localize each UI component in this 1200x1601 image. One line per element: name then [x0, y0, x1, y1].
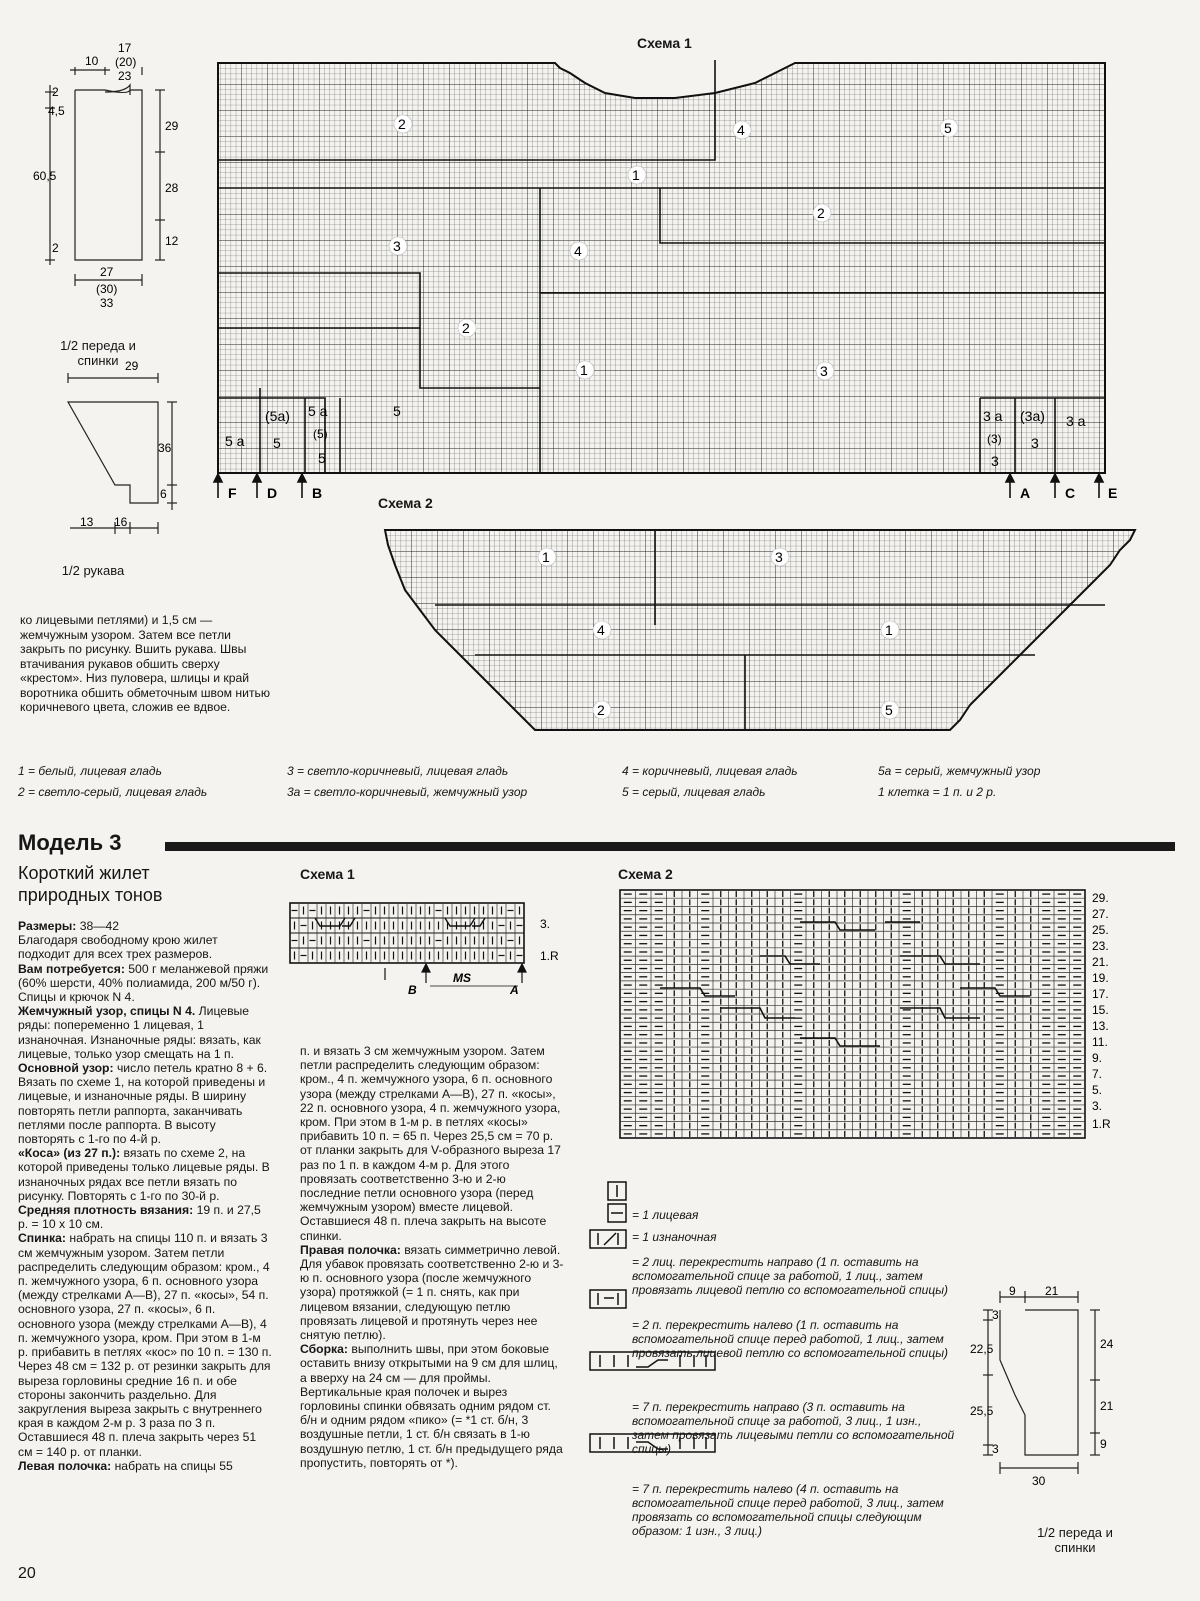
m3-row-13: 13.	[1092, 1019, 1109, 1033]
chart1-arrow-C: C	[1065, 485, 1076, 501]
chart1-region-19: 3 а	[1066, 413, 1086, 429]
m3-row-11: 11.	[1092, 1035, 1108, 1049]
m3-chart2-grid	[620, 888, 1185, 1150]
col1-head-0: Размеры:	[18, 919, 77, 933]
vest-dim-0: 9	[1009, 1284, 1016, 1298]
cross-right-2-icon	[590, 1230, 626, 1248]
col2-para-2	[300, 1342, 564, 1470]
chart1-region-20: (3)	[987, 432, 1002, 446]
legend-1-3: 4 = коричневый, лицевая гладь	[622, 764, 798, 778]
col1-para-3	[18, 1004, 272, 1061]
vest-schematic	[970, 1285, 1175, 1515]
m3-row-23: 23.	[1092, 939, 1109, 953]
legend-1-4: 5а = серый, жемчужный узор	[878, 764, 1041, 778]
front-caption: 1/2 переда и спинки	[60, 338, 136, 368]
col1-para-0	[18, 919, 272, 933]
col1-para-2	[18, 962, 272, 1005]
m3-chart1-arrow-B: B	[408, 983, 417, 997]
chart1-region-3: 1	[632, 167, 640, 183]
col2-text-0: п. и вязать 3 см жемчужным узором. Затем петли распределить следующим образом: кром., 4 п. жемчужного узора, 6 п. основного узора (между стрелками А—В), 27 п. «косы», 22 п. основного узора, 4 п. жемчужного узора, кром. При этом в 1-м р. в петлях «косы» прибавить 10 п. = 65 п. Через 25,5 см = 70 р. от планки закрыть для V-образного выреза 17 раз по 1 п. в каждом 4-м р. Для этого провязать соответственно 3-ю и 2-ю последние петли основного узора (перед жемчужным узором) вместе лицевой. Оставшиеся 48 п. плеча закрыть на высоте спинки.	[300, 1044, 561, 1243]
legend-2-2: 3а = светло-коричневый, жемчужный узор	[287, 785, 528, 799]
m3-chart1-arrow-MS: MS	[453, 971, 471, 985]
instructions-col2	[300, 1044, 564, 1470]
col1-head-2: Вам потребуется:	[18, 961, 125, 976]
subtitle-line-2: природных тонов	[18, 885, 163, 905]
chart2-region-3: 1	[885, 622, 893, 638]
symbol-text-5: = 7 п. перекрестить налево (4 п. оставить на вспомогательной спице перед работой, 3 лиц., затем провязать со вспомогательной спицы следующим образом: 1 изн., 3 лиц.)	[632, 1482, 944, 1538]
col2-head-1: Правая полочка:	[300, 1242, 401, 1257]
chart1-region-2: 5	[944, 120, 952, 136]
legend-1-1: 1 = белый, лицевая гладь	[18, 764, 162, 778]
col2-para-0	[300, 1044, 564, 1243]
sleeve-dim-3: 13	[80, 515, 94, 529]
col1-para-6	[18, 1203, 272, 1231]
m3-row-19: 19.	[1092, 971, 1109, 985]
col1-text-7: набрать на спицы 110 п. и вязать 3 см жемчужным узором. Затем петли распределить следующим образом: кром., 4 п. жемчужного узора, 6 п. основного узора (между стрелками А—В), 27 п. «косы», 54 п. основного узора, 27 п. «косы», 6 п. основного узора (между стрелками А—В), 4 п. жемчужного узора, кром. При этом в 1-м р. прибавить в петлях «кос» по 10 п. = 130 п. Через 48 см = 132 р. от резинки закрыть для выреза горловины средние 16 п. и обе стороны закончить раздельно. Для закругления выреза закрыть с внутреннего края в каждом 2-м р. 3 раза по 3 п. Оставшиеся 48 п. плеча закрыть через 51 см = 140 р. от планки.	[18, 1231, 272, 1459]
chart1-region-11: (5а)	[265, 408, 290, 424]
col1-text-3: Лицевые ряды: попеременно 1 лицевая, 1 изнаночная. Изнаночные ряды: вязать, как лицевые, только узор смещать на 1 п.	[18, 1004, 261, 1061]
vest-dim-1: 21	[1045, 1284, 1059, 1298]
sleeve-schematic	[40, 359, 190, 550]
col1-head-4: Основной узор:	[18, 1061, 114, 1076]
sleeve-dim-1: 36	[158, 441, 172, 455]
front-dim-6: 29	[165, 119, 179, 133]
m3-row-27: 27.	[1092, 907, 1109, 921]
front-dim-2: (20)	[115, 55, 137, 69]
symbol-text-3: = 2 п. перекрестить налево (1 п. оставить на вспомогательной спице перед работой, 1 лиц., затем провязать лицевой петлю со вспомогательной спицы)	[632, 1318, 949, 1360]
col1-text-8: набрать на спицы 55	[111, 1458, 233, 1473]
col1-text-6: 19 п. и 27,5 р. = 10 х 10 см.	[18, 1203, 261, 1232]
chart1-region-5: 3	[393, 238, 401, 254]
front-dim-4: 2	[52, 85, 59, 99]
symbol-text-4: = 7 п. перекрестить направо (3 п. оставить на вспомогательной спице за работой, 3 лиц., 1 изн., затем провязать лицевыми петли со вспомогательной спицы)	[632, 1400, 955, 1456]
m3-row-15: 15.	[1092, 1003, 1109, 1017]
vest-dim-7: 9	[1100, 1437, 1107, 1451]
sleeve-caption: 1/2 рукава	[61, 563, 125, 578]
chart1-region-9: 3	[820, 363, 828, 379]
chart2-region-4: 2	[597, 702, 605, 718]
legend-2-3: 5 = серый, лицевая гладь	[622, 785, 766, 799]
front-dim-7: 60,5	[33, 169, 57, 183]
chart1-region-12: 5 а	[308, 403, 328, 419]
col2-head-2: Сборка:	[300, 1342, 348, 1357]
chart1-arrow-E: E	[1108, 485, 1118, 501]
front-dim-8: 28	[165, 181, 179, 195]
chart2-region-1: 3	[775, 549, 783, 565]
legend-1-2: 3 = светло-коричневый, лицевая гладь	[287, 764, 509, 778]
m3-row-7: 7.	[1092, 1067, 1103, 1081]
page-number: 20	[18, 1565, 36, 1582]
m3-row-5: 5.	[1092, 1083, 1103, 1097]
chart1-region-1: 4	[737, 122, 745, 138]
symbol-text-1: = 1 изнаночная	[632, 1230, 717, 1244]
front-dim-0: 10	[85, 54, 99, 68]
col1-para-4	[18, 1061, 272, 1146]
symbol-text-0: = 1 лицевая	[632, 1208, 699, 1222]
heading-rule	[165, 842, 1175, 851]
chart1-region-4: 2	[817, 205, 825, 221]
chart1-grid	[215, 58, 1135, 508]
model-heading: Модель 3	[18, 830, 122, 855]
m3-chart1-row-3: 3.	[540, 917, 551, 931]
m3-row-21: 21.	[1092, 955, 1109, 969]
col1-head-7: Спинка:	[18, 1231, 66, 1246]
symbol-text-2: = 2 лиц. перекрестить направо (1 п. оставить на вспомогательной спице за работой, 1 лиц., затем провязать лицевой петлю со вспомогательной спицы)	[632, 1255, 949, 1297]
col1-head-3: Жемчужный узор, спицы N 4.	[18, 1004, 196, 1019]
col1-text-0: 38—42	[76, 919, 120, 933]
col1-head-6: Средняя плотность вязания:	[18, 1203, 194, 1218]
m3-row-1R: 1.R	[1092, 1117, 1111, 1131]
chart1-arrow-F: F	[228, 485, 237, 501]
m3-row-25: 25.	[1092, 923, 1109, 937]
sleeve-schematic-drawing	[40, 359, 190, 550]
front-dim-9: 2	[52, 241, 59, 255]
col2-text-2: выполнить швы, при этом боковые оставить внизу открытыми на 9 см для шлиц, а вверху на 24 см — для проймы. Вертикальные края полочек и вырез горловины спинки обвязать одним рядом ст. б/н и одним рядом «пико» (= *1 ст. б/н, 3 воздушные петли, 1 ст. б/н связать в 1-ю воздушную петлю, 1 ст. б/н предыдущего ряда пропустить, повторять от *).	[300, 1342, 563, 1470]
chart1-region-8: 1	[580, 362, 588, 378]
chart2-region-5: 5	[885, 702, 893, 718]
chart1-region-17: 3 а	[983, 408, 1003, 424]
col1-head-8: Левая полочка:	[18, 1458, 112, 1473]
chart1-region-6: 4	[574, 243, 582, 259]
sleeve-dim-4: 16	[114, 515, 128, 529]
vest-dim-3: 22,5	[970, 1342, 994, 1356]
chart2-region-0: 1	[542, 549, 550, 565]
chart1-region-7: 2	[462, 320, 470, 336]
col1-para-7	[18, 1231, 272, 1458]
m3-chart1-row-1R: 1.R	[540, 949, 559, 963]
m3-chart1-title: Схема 1	[300, 866, 355, 882]
m3-row-29: 29.	[1092, 891, 1109, 905]
col1-text-2: 500 г меланжевой пряжи (60% шерсти, 40% полиамида, 200 м/50 г). Спицы и крючок N 4.	[18, 961, 269, 1005]
chart1-region-10: 5	[393, 403, 401, 419]
front-dim-12: (30)	[96, 282, 118, 296]
front-dim-10: 12	[165, 234, 179, 248]
front-dim-3: 23	[118, 69, 132, 83]
cross-left-2-icon	[590, 1290, 626, 1308]
col2-para-1	[300, 1243, 564, 1342]
chart1-arrow-B: B	[312, 485, 323, 501]
m3-row-9: 9.	[1092, 1051, 1103, 1065]
vest-dim-9: 30	[1032, 1474, 1046, 1488]
chart1-region-14: 5 а	[225, 433, 245, 449]
m3-chart1-arrow-A: A	[510, 983, 519, 997]
vest-dim-2: 3	[992, 1308, 999, 1322]
col1-head-5: «Коса» (из 27 п.):	[18, 1146, 121, 1161]
chart1-region-13: (5)	[313, 427, 328, 441]
chart1-region-22: 3	[991, 453, 999, 469]
m3-chart2-title: Схема 2	[618, 866, 673, 882]
m3-chart1-grid	[290, 898, 580, 1003]
chart2-title: Схема 2	[378, 495, 433, 511]
chart1-title: Схема 1	[637, 35, 692, 51]
instructions-col1	[18, 919, 272, 1473]
front-dim-11: 27	[100, 265, 114, 279]
continuation-paragraph: ко лицевыми петлями) и 1,5 см — жемчужным узором. Затем все петли закрыть по рисунку. Вшить рукава. Швы втачивания рукавов обшить сверху «крестом». Низ пуловера, шлицы и край воротника обшить обметочным швом нитью коричневого цвета, сложив ее вдвое.	[20, 613, 271, 714]
front-dim-13: 33	[100, 296, 114, 310]
chart2-grid	[385, 525, 1145, 755]
sleeve-dim-2: 6	[160, 487, 167, 501]
vest-dim-8: 3	[992, 1442, 999, 1456]
continuation-text	[20, 613, 272, 715]
chart2-region-2: 4	[597, 622, 605, 638]
col1-text-5: вязать по схеме 2, на которой приведены только лицевые ряды. В изнаночных рядах все петли вязать по рисунку. Повторять с 1-го по 30-й р.	[18, 1146, 270, 1203]
legend-2-1: 2 = светло-серый, лицевая гладь	[18, 785, 208, 799]
chart1-arrow-D: D	[267, 485, 278, 501]
vest-dim-5: 25,5	[970, 1404, 994, 1418]
col1-para-5	[18, 1146, 272, 1203]
col1-text-4: число петель кратно 8 + 6. Вязать по схеме 1, на которой приведены и лицевые, и изнаночные ряды. В ширину повторять петли раппорта, заканчивать петлями после раппорта. В высоту повторять с 1-го по 4-й р.	[18, 1061, 268, 1147]
vest-dim-6: 21	[1100, 1399, 1114, 1413]
chart1-arrow-A: A	[1020, 485, 1031, 501]
front-dim-1: 17	[118, 41, 132, 55]
col1-text-1: Благодаря свободному крою жилет подходит для всех трех размеров.	[18, 933, 218, 962]
model-subtitle	[18, 862, 162, 906]
m3-row-3: 3.	[1092, 1099, 1103, 1113]
chart1-region-0: 2	[398, 116, 406, 132]
col2-text-1: вязать симметрично левой. Для убавок провязать соответственно 2-ю и 3-ю п. основного узора (после жемчужного узора) протяжкой (= 1 п. снять, как при лицевом вязании, следующую петлю провязать лицевой и протянуть через нее снятую петлю).	[300, 1242, 564, 1343]
sleeve-dim-0: 29	[125, 359, 139, 373]
chart1-region-16: 5	[318, 450, 326, 466]
legend-2-4: 1 клетка = 1 п. и 2 р.	[878, 785, 997, 799]
vest-caption: 1/2 переда и спинки	[1037, 1525, 1113, 1555]
front-dim-5: 4,5	[48, 104, 65, 118]
col1-para-1	[18, 933, 272, 961]
vest-dim-4: 24	[1100, 1337, 1114, 1351]
m3-row-17: 17.	[1092, 987, 1109, 1001]
col1-para-8	[18, 1459, 272, 1473]
chart1-region-15: 5	[273, 435, 281, 451]
chart1-region-21: 3	[1031, 435, 1039, 451]
chart1-region-18: (3а)	[1020, 408, 1045, 424]
subtitle-line-1: Короткий жилет	[18, 863, 150, 883]
